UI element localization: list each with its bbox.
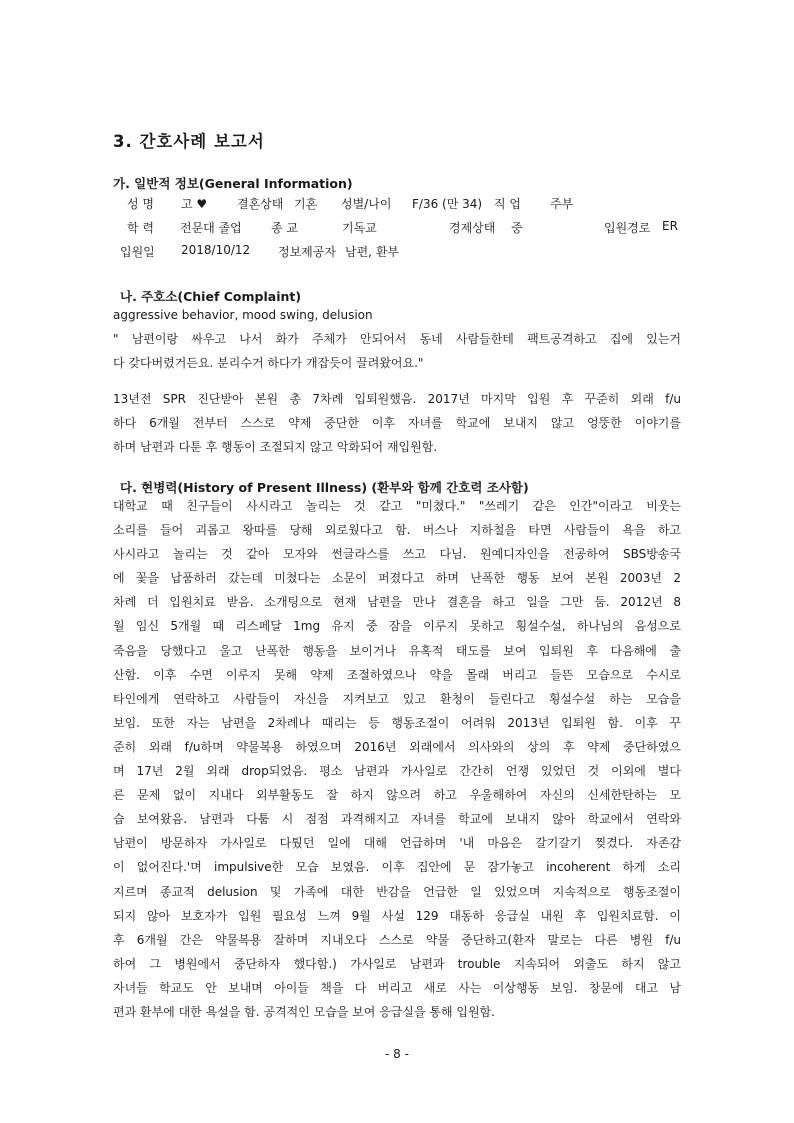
general-info-row-1	[0, 195, 794, 215]
education-label: 학 력	[127, 221, 154, 235]
present-illness-line: 되지 않아 보호자가 입원 필요성 느껴 9월 사설 129 대동하 응급실 내원 후 입원치료함. 이	[113, 908, 681, 923]
informant-label: 정보제공자	[278, 245, 336, 259]
economy-value: 중	[511, 221, 523, 235]
present-illness-line: 남편이 방문하자 가사일로 다퉜던 일에 대해 언급하며 '내 마음은 갈기갈기 찢겼다. 자존감	[113, 836, 681, 851]
chief-complaint-line: aggressive behavior, mood swing, delusion	[113, 308, 373, 322]
brief-history-text	[113, 387, 681, 459]
religion-value: 기독교	[342, 221, 377, 235]
job-value: 주부	[550, 197, 574, 211]
brief-history-line: 13년전 SPR 진단받아 본원 총 7차례 입퇴원했음. 2017년 마지막 입원 후 꾸준히 외래 f/u	[113, 392, 681, 406]
present-illness-line: 타인에게 연락하고 사람들이 자신을 지켜보고 있고 환청이 들린다고 횡설수설 하는 모습을	[113, 691, 681, 706]
present-illness-line: 사시라고 놀리는 것 같아 모자와 썬글라스를 쓰고 다님. 원예디자인을 전공하여 SBS방송국	[113, 547, 681, 562]
chief-complaint-heading: 나. 주호소(Chief Complaint)	[120, 289, 302, 304]
present-illness-line: 며 17년 2월 외래 drop되었음. 평소 남편과 가사일로 간간히 언쟁 있었던 것 이외에 별다	[113, 764, 681, 779]
present-illness-line: 준히 외래 f/u하며 약물복용 하였으며 2016년 외래에서 의사와의 상의 후 약제 중단하였으	[113, 739, 681, 754]
marital-label: 결혼상태	[237, 197, 284, 211]
present-illness-line: 차례 더 입원치료 받음. 소개팅으로 현재 남편을 만나 결혼을 하고 일을 그만 둠. 2012년 8	[113, 595, 681, 610]
general-info-heading: 가. 일반적 정보(General Information)	[113, 176, 353, 191]
informant-value: 남편, 환부	[345, 245, 399, 259]
present-illness-line: 편과 환부에 대한 욕설을 함. 공격적인 모습을 보여 응급실을 통해 입원함.	[113, 1004, 495, 1019]
chief-complaint-text	[113, 303, 681, 375]
name-label: 성 명	[127, 197, 154, 211]
name-value: 고 ♥	[181, 197, 208, 211]
present-illness-line: 월 임신 5개월 때 리스페달 1mg 유지 중 잠을 이루지 못하고 횡설수설, 하나님의 음성으로	[113, 619, 681, 634]
brief-history-line: 하며 남편과 다툰 후 행동이 조절되지 않고 악화되어 재입원함.	[113, 440, 438, 455]
present-illness-line: 지르며 종교적 delusion 및 가족에 대한 반감을 언급한 일 있었으며 지속적으로 행동조절이	[113, 884, 681, 899]
sex-age-label: 성별/나이	[341, 197, 392, 211]
present-illness-line: 에 꽃을 납품하러 갔는데 미쳤다는 소문이 퍼졌다고 하며 난폭한 행동 보여 본원 2003년 2	[113, 571, 681, 586]
job-label: 직 업	[494, 197, 521, 211]
general-info-row-2	[0, 219, 794, 239]
general-info-row-3	[0, 243, 794, 263]
admission-date-label: 입원일	[120, 245, 155, 259]
present-illness-line: 대학교 때 친구들이 사시라고 놀리는 것 같고 "미쳤다." "쓰레기 같은 인간"이라고 비웃는	[113, 499, 681, 513]
present-illness-line: 보임. 또한 자는 남편을 2차례나 때리는 등 행동조절이 어려워 2013년 입퇴원 함. 이후 꾸	[113, 715, 681, 730]
present-illness-line: 하여 그 병원에서 중단하자 했다함.) 가사일로 남편과 trouble 지속되어 외출도 하지 않고	[113, 956, 681, 971]
sex-age-value: F/36 (만 34)	[412, 197, 483, 211]
present-illness-line: 이 없어진다.'며 impulsive한 모습 보였음. 이후 집안에 문 잠가놓고 incoherent 하게 소리	[113, 860, 681, 875]
economy-label: 경제상태	[449, 221, 496, 235]
present-illness-text	[113, 494, 681, 1024]
admission-route-label: 입원경로	[604, 221, 651, 235]
chief-complaint-line: " 남편이랑 싸우고 나서 화가 주체가 안되어서 동네 사람들한테 팩트공격하고 집에 있는거	[113, 332, 681, 347]
admission-route-value: ER	[662, 219, 678, 233]
brief-history-line: 하다 6개월 전부터 스스로 약제 중단한 이후 자녀를 학교에 보내지 않고 엉뚱한 이야기를	[113, 416, 681, 431]
education-value: 전문대 졸업	[180, 221, 242, 235]
page-number: - 8 -	[385, 1047, 409, 1061]
present-illness-line: 산함. 이후 수면 이루지 못해 약제 조절하였으나 약을 몰래 버리고 들뜬 모습으로 수시로	[113, 667, 681, 682]
present-illness-line: 른 문제 없이 지내다 외부활동도 잘 하지 않으려 하고 우울해하여 자신의 신세한탄하는 모	[113, 788, 681, 803]
present-illness-line: 후 6개월 간은 약물복용 잘하며 지내오다 스스로 약물 중단하고(환자 말로는 다른 병원 f/u	[113, 932, 681, 947]
chief-complaint-line: 다 갖다버렸거든요. 분리수거 하다가 개잡듯이 끌려왔어요."	[113, 356, 424, 371]
section-title: 3. 간호사례 보고서	[113, 132, 265, 151]
present-illness-line: 소리를 들어 괴롭고 왕따를 당해 외로웠다고 함. 버스나 지하철을 타면 사람들이 욕을 하고	[113, 523, 681, 538]
admission-date-value: 2018/10/12	[181, 243, 251, 257]
religion-label: 종 교	[271, 221, 298, 235]
present-illness-heading: 다. 현병력(History of Present Illness) (환부와 함께 간호력 조사함)	[120, 480, 529, 495]
present-illness-line: 자녀들 학교도 안 보내며 아이들 책을 다 버리고 새로 사는 이상행동 보임. 창문에 대고 남	[113, 980, 681, 995]
present-illness-line: 습 보여왔음. 남편과 다툼 시 점점 과격해지고 자녀를 학교에 보내지 않아 학교에서 연락와	[113, 812, 681, 827]
present-illness-line: 죽음을 당했다고 울고 난폭한 행동을 보이거나 유혹적 태도를 보여 입퇴원 후 다음해에 출	[113, 643, 681, 658]
marital-value: 기혼	[294, 197, 318, 211]
